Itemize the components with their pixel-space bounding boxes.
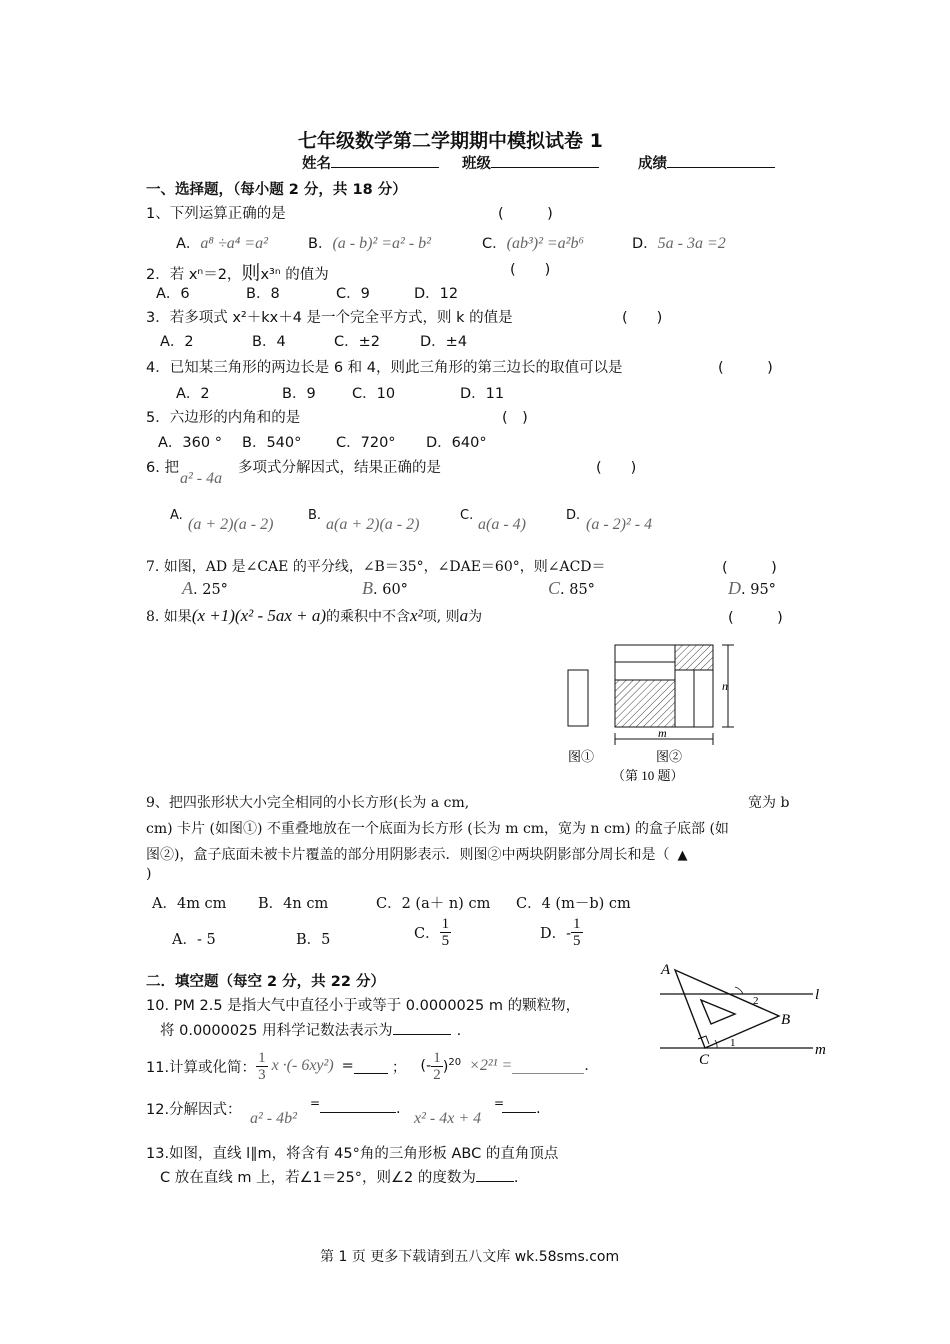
q1-option-d: D．5a - 3a =2	[632, 235, 726, 252]
shaded-region-2	[675, 645, 713, 670]
q8-option-c: C． $\frac{1}{5}$	[414, 916, 450, 949]
page-footer: 第 1 页 更多下载请到五八文库 wk.58sms.com	[320, 1249, 620, 1265]
label-l: l	[815, 987, 820, 1003]
fraction-one-third: $\frac{1}{3}$	[258, 1049, 266, 1083]
triangle-inner	[701, 1000, 735, 1024]
class-label: 班级	[462, 156, 491, 172]
q6-option-c: a(a - 4)	[478, 516, 526, 533]
q5-option-c: C．720°	[336, 435, 396, 451]
q8-option-b: B．5	[296, 932, 331, 948]
q9-line3: 图②)，盒子底面未被卡片覆盖的部分用阴影表示．则图②中两块阴影部分周长和是（ ▲	[146, 847, 688, 863]
q6-paren: ( )	[596, 460, 637, 476]
q6-option-b-label: B.	[308, 508, 322, 523]
q8-option-d: D．- $\frac{1}{5}$	[540, 916, 581, 949]
q4-option-d: D．11	[460, 386, 505, 402]
q13-line2: C 放在直线 m 上，若∠1＝25°，则∠2 的度数为 .	[160, 1166, 518, 1187]
q4-stem: 4．已知某三角形的两边长是 6 和 4，则此三角形的第三边长的取值可以是	[146, 360, 623, 376]
q9-line1-end: 宽为 b	[748, 795, 790, 811]
label-m: m	[815, 1042, 826, 1058]
class-field	[462, 152, 599, 173]
q2-stem: 2．若 xⁿ＝2，则x³ⁿ 的值为	[146, 262, 329, 284]
q6-option-a: (a + 2)(a - 2)	[188, 516, 274, 533]
q1-option-b: B．(a - b)² =a² - b²	[308, 235, 431, 252]
q7-paren: ( )	[722, 560, 777, 576]
q13-answer-blank	[476, 1167, 514, 1182]
q11-expression-2: ×2²¹ =	[469, 1057, 513, 1074]
q10-answer-blank	[393, 1020, 451, 1035]
m-label: m	[658, 726, 667, 740]
q3-paren: ( )	[622, 310, 663, 326]
q8-paren: ( )	[728, 610, 783, 626]
q2-option-b: B．8	[246, 286, 280, 302]
q12-answer-blank-1	[320, 1098, 396, 1113]
q5-option-b: B．540°	[242, 435, 302, 451]
q2-option-a: A．6	[156, 286, 190, 302]
name-field	[302, 152, 439, 173]
q7-option-d: D. 95°	[728, 578, 776, 598]
q1-paren: ( )	[498, 206, 553, 222]
triangle-abc	[675, 970, 779, 1048]
angle-2-label: 2	[753, 995, 759, 1007]
score-field	[638, 152, 775, 173]
q4-paren: ( )	[718, 360, 773, 376]
q1-option-a: A．a⁸ ÷a⁴ =a²	[176, 235, 268, 252]
q12-equals-2: =	[494, 1096, 505, 1110]
q6-option-a-label: A.	[170, 508, 183, 523]
section2-heading: 二．填空题（每空 2 分，共 22 分）	[146, 974, 385, 990]
label-A: A	[661, 962, 671, 978]
q11-answer-blank-2	[512, 1059, 584, 1074]
q2-paren: ( )	[510, 262, 551, 278]
q7-option-a: A. 25°	[182, 578, 228, 598]
label-C: C	[699, 1052, 710, 1068]
card-figure-1	[568, 670, 588, 726]
q6-option-b: a(a + 2)(a - 2)	[326, 516, 420, 533]
q12-equals-1: =	[310, 1096, 321, 1110]
q9-line4: )	[146, 866, 152, 882]
figure-13	[655, 958, 835, 1070]
n-label: n	[722, 679, 728, 693]
q5-option-d: D．640°	[426, 435, 487, 451]
q10-line1: 10. PM 2.5 是指大气中直径小于或等于 0.0000025 m 的颗粒物，	[146, 998, 581, 1014]
q5-stem: 5．六边形的内角和的是	[146, 410, 301, 426]
shaded-region-1	[615, 680, 675, 727]
q9-option-a: A．4m cm	[152, 896, 227, 912]
q13-line1: 13.如图，直线 l∥m，将含有 45°角的三角形板 ABC 的直角顶点	[146, 1146, 559, 1162]
page-title: 七年级数学第二学期期中模拟试卷 1	[298, 130, 603, 152]
q6-option-d: (a - 2)² - 4	[586, 516, 653, 533]
fraction-one-half: $\frac{1}{2}$	[433, 1049, 441, 1083]
q6-stem-a: 6. 把	[146, 460, 179, 476]
q7-option-c: C. 85°	[548, 578, 595, 598]
angle-1-label: 1	[730, 1037, 736, 1049]
q8-stem: 8. 如果(x +1)(x² - 5ax + a)的乘积中不含x²项, 则a为	[146, 606, 483, 625]
q3-option-b: B．4	[252, 334, 286, 350]
fraction-one-fifth: $\frac{1}{5}$	[441, 916, 450, 949]
q11-answer-blank-1	[354, 1059, 388, 1074]
q2-option-d: D．12	[414, 286, 459, 302]
q6-stem-b: 多项式分解因式，结果正确的是	[238, 460, 441, 476]
section1-heading: 一、选择题，（每小题 2 分，共 18 分）	[146, 182, 407, 198]
q9-option-d: C．4 (m－b) cm	[516, 896, 631, 912]
q3-option-d: D．±4	[420, 334, 468, 350]
q5-option-a: A．360 °	[158, 435, 222, 451]
q5-paren: ( )	[502, 410, 528, 426]
score-label: 成绩	[638, 156, 667, 172]
q6-option-d-label: D.	[566, 508, 581, 523]
q4-option-b: B．9	[282, 386, 316, 402]
name-label: 姓名	[302, 156, 331, 172]
q2-option-c: C．9	[336, 286, 370, 302]
fraction-one-fifth: $\frac{1}{5}$	[573, 916, 581, 949]
q8-option-a: A．- 5	[172, 932, 216, 948]
q9-option-b: B．4n cm	[258, 896, 329, 912]
q11-expression-1: x ·(- 6xy²)	[271, 1057, 334, 1074]
q10-line2: 将 0.0000025 用科学记数法表示为 .	[160, 1019, 461, 1040]
q6-option-c-label: C.	[460, 508, 474, 523]
q1-option-c: C．(ab³)² =a²b⁶	[482, 235, 585, 252]
figure-caption: （第 10 题）	[612, 768, 684, 783]
q3-option-c: C．±2	[334, 334, 380, 350]
q9-line2: cm) 卡片 (如图①) 不重叠地放在一个底面为长方形 (长为 m cm，宽为 n cm) 的盒子底部 (如	[146, 821, 729, 837]
q11: 11.计算或化简： $\frac{1}{3}$ x ·(- 6xy²) = ； (- $\frac{1}{2}$ )$^{20}$ ×2²¹ = .	[146, 1049, 589, 1083]
q6-expression: a² - 4a	[180, 470, 223, 487]
q11-stem: 11.计算或化简：	[146, 1059, 257, 1076]
q3-stem: 3．若多项式 x²＋kx＋4 是一个完全平方式，则 k 的值是	[146, 310, 513, 326]
q12-stem: 12.分解因式：	[146, 1102, 242, 1118]
figure-label-2: 图②	[656, 749, 683, 764]
q4-option-a: A．2	[176, 386, 210, 402]
figure-label-1: 图①	[568, 749, 595, 764]
q9-line1: 9、把四张形状大小完全相同的小长方形(长为 a cm,	[146, 795, 470, 811]
q12-answer-blank-2	[502, 1098, 536, 1113]
q7-option-b: B. 60°	[362, 578, 408, 598]
label-B: B	[781, 1012, 791, 1028]
q3-option-a: A．2	[160, 334, 194, 350]
q7-stem: 7. 如图，AD 是∠CAE 的平分线，∠B＝35°，∠DAE＝60°，则∠ACD＝	[146, 559, 606, 575]
figure-10	[560, 640, 760, 790]
q12-expression-1: a² - 4b²	[250, 1110, 297, 1127]
q1-stem: 1、下列运算正确的是	[146, 206, 286, 222]
q4-option-c: C．10	[352, 386, 396, 402]
q9-option-c: C．2 (a＋ n) cm	[376, 896, 491, 912]
q12-expression-2: x² - 4x + 4	[414, 1110, 482, 1127]
